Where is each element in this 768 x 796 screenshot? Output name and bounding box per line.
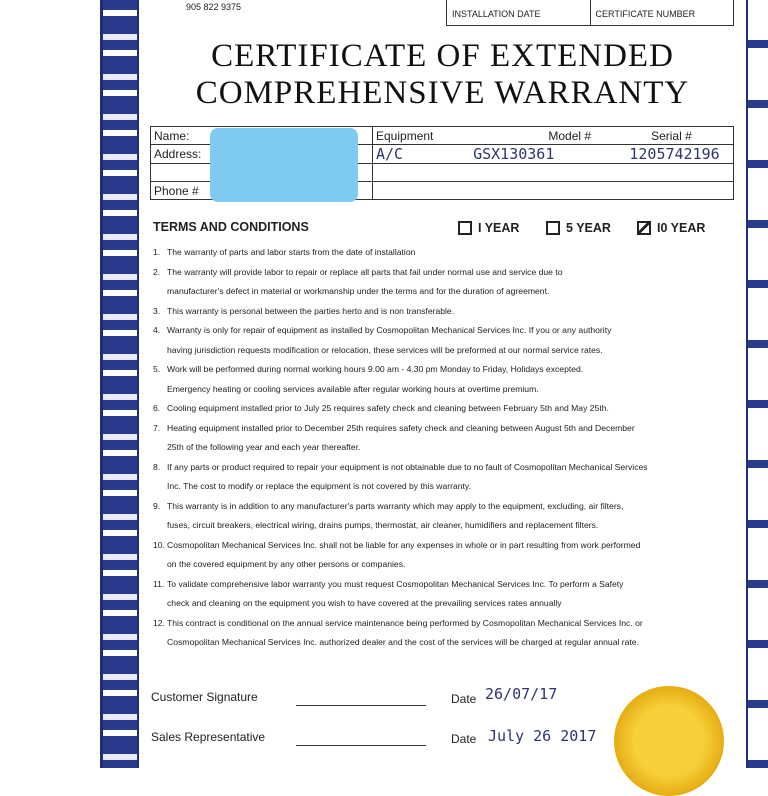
name-field: Name: — [151, 127, 373, 145]
terms-list — [153, 243, 713, 653]
term-item — [153, 438, 713, 458]
term-item — [153, 419, 713, 439]
term-number: 3. — [153, 305, 161, 316]
option-5-year[interactable]: 5 YEAR — [546, 221, 611, 235]
term-text: on the covered equipment by any other persons or companies. — [167, 559, 406, 569]
term-text: Inc. The cost to modify or replace the equipment is not covered by this warranty. — [167, 481, 471, 491]
term-item — [153, 477, 713, 497]
checked-checkbox-icon[interactable] — [637, 221, 651, 235]
term-text: Cooling equipment installed prior to July 25 requires safety check and cleaning between February 5th and May 25th. — [167, 403, 609, 413]
term-text: manufacturer's defect in material or workmanship under the terms and for the duration of agreement. — [167, 286, 550, 296]
term-text: To validate comprehensive labor warranty you must request Cosmopolitan Mechanical Services Inc. To perform a Safety — [167, 578, 624, 589]
term-text: having jurisdiction requests modification or relocation, these services will be preformed at our normal service rates. — [167, 344, 603, 355]
term-text: Warranty is only for repair of equipment as installed by Cosmopolitan Mechanical Services Inc. If you or any authority — [167, 325, 612, 335]
phone-field: Phone # — [151, 182, 373, 200]
term-item — [153, 536, 713, 556]
term-number: 8. — [153, 461, 161, 472]
term-text: The warranty of parts and labor starts from the date of installation — [167, 247, 416, 257]
term-number — [153, 594, 167, 614]
term-item — [153, 458, 713, 478]
term-text: 25th of the following year and each year thereafter. — [167, 442, 361, 452]
term-number: 9. — [153, 500, 161, 511]
installation-date-label: INSTALLATION DATE — [447, 0, 591, 25]
term-item — [153, 633, 713, 653]
term-number: 1. — [153, 247, 161, 257]
redaction-mark — [210, 186, 358, 202]
term-item — [153, 516, 713, 536]
equipment-row: A/C GSX130361 1205742196 — [373, 145, 734, 164]
gold-seal — [614, 686, 724, 796]
address-field: Address: — [151, 145, 373, 164]
term-item — [153, 360, 713, 380]
decorative-border-right — [746, 0, 768, 768]
term-number: 11. — [153, 578, 165, 589]
term-number — [153, 516, 167, 536]
term-item — [153, 321, 713, 341]
term-number — [153, 633, 167, 653]
term-item — [153, 575, 713, 595]
decorative-border-left — [100, 0, 139, 768]
term-item — [153, 399, 713, 419]
term-number: 4. — [153, 325, 161, 335]
term-item — [153, 302, 713, 322]
term-number — [153, 555, 167, 575]
term-item — [153, 614, 713, 634]
sales-date: July 26 2017 — [488, 727, 597, 745]
term-text: This warranty is personal between the parties herto and is non transferable. — [167, 305, 455, 316]
term-item — [153, 263, 713, 283]
term-item — [153, 555, 713, 575]
date-label: Date — [451, 692, 477, 706]
checkbox-icon[interactable] — [546, 221, 560, 235]
term-number — [153, 282, 167, 302]
term-number: 12. — [153, 617, 165, 628]
term-text: The warranty will provide labor to repair or replace all parts that fail under normal use and service due to — [167, 266, 563, 277]
sales-signature-line — [296, 744, 426, 746]
term-number — [153, 477, 167, 497]
term-text: If any parts or product required to repair your equipment is not obtainable due to no fault of Cosmopolitan Mechanical Services — [167, 461, 648, 472]
header-box — [446, 0, 734, 26]
term-number: 10. — [153, 539, 165, 550]
date-label: Date — [451, 732, 477, 746]
term-text: Cosmopolitan Mechanical Services Inc. authorized dealer and the cost of the services will be charged at regular annual rate. — [167, 637, 639, 647]
checkbox-icon[interactable] — [458, 221, 472, 235]
term-text: Cosmopolitan Mechanical Services Inc. shall not be liable for any expenses in whole or in part resulting from work performed — [167, 539, 641, 550]
term-item — [153, 380, 713, 400]
option-1-year[interactable]: I YEAR — [458, 221, 519, 235]
term-text: Work will be performed during normal working hours 9.00 am - 4.30 pm Monday to Friday, Holidays excepted. — [167, 364, 584, 374]
term-number: 5. — [153, 364, 161, 374]
term-number: 7. — [153, 422, 161, 433]
term-text: check and cleaning on the equipment you wish to have covered at the prevailing services rates annually — [167, 598, 562, 608]
customer-signature-line — [296, 704, 426, 706]
term-item — [153, 594, 713, 614]
term-number — [153, 380, 167, 400]
terms-heading: TERMS AND CONDITIONS — [153, 220, 309, 234]
term-number: 2. — [153, 266, 161, 277]
page-title — [150, 38, 735, 112]
company-phone: 905 822 9375 — [186, 2, 242, 12]
term-number: 6. — [153, 403, 161, 413]
term-number — [153, 341, 167, 361]
customer-signature-label: Customer Signature — [151, 690, 258, 704]
term-item — [153, 497, 713, 517]
sales-rep-label: Sales Representative — [151, 730, 266, 744]
customer-date: 26/07/17 — [485, 685, 558, 703]
term-item — [153, 341, 713, 361]
title-line-1: CERTIFICATE OF EXTENDED — [211, 38, 674, 74]
term-text: fuses, circuit breakers, electrical wiring, drains pumps, thermostat, air cleaner, humidifiers and replacement filters. — [167, 520, 599, 530]
certificate-number-label: CERTIFICATE NUMBER — [595, 9, 696, 19]
equipment-header: Equipment Model # Serial # — [373, 127, 734, 145]
term-item — [153, 282, 713, 302]
term-number — [153, 438, 167, 458]
term-text: This warranty is in addition to any manufacturer's parts warranty which may apply to the equipment, excluding, air filters, — [167, 500, 624, 511]
term-item — [153, 243, 713, 263]
term-text: Heating equipment installed prior to December 25th requires safety check and cleaning between August 5th and December — [167, 422, 635, 433]
term-text: Emergency heating or cooling services available after regular working hours at overtime premium. — [167, 383, 539, 394]
option-10-year[interactable]: I0 YEAR — [637, 221, 705, 235]
term-text: This contract is conditional on the annual service maintenance being performed by Cosmopolitan Mechanical Services Inc. or — [167, 617, 643, 628]
title-line-2: COMPREHENSIVE WARRANTY — [195, 75, 690, 111]
